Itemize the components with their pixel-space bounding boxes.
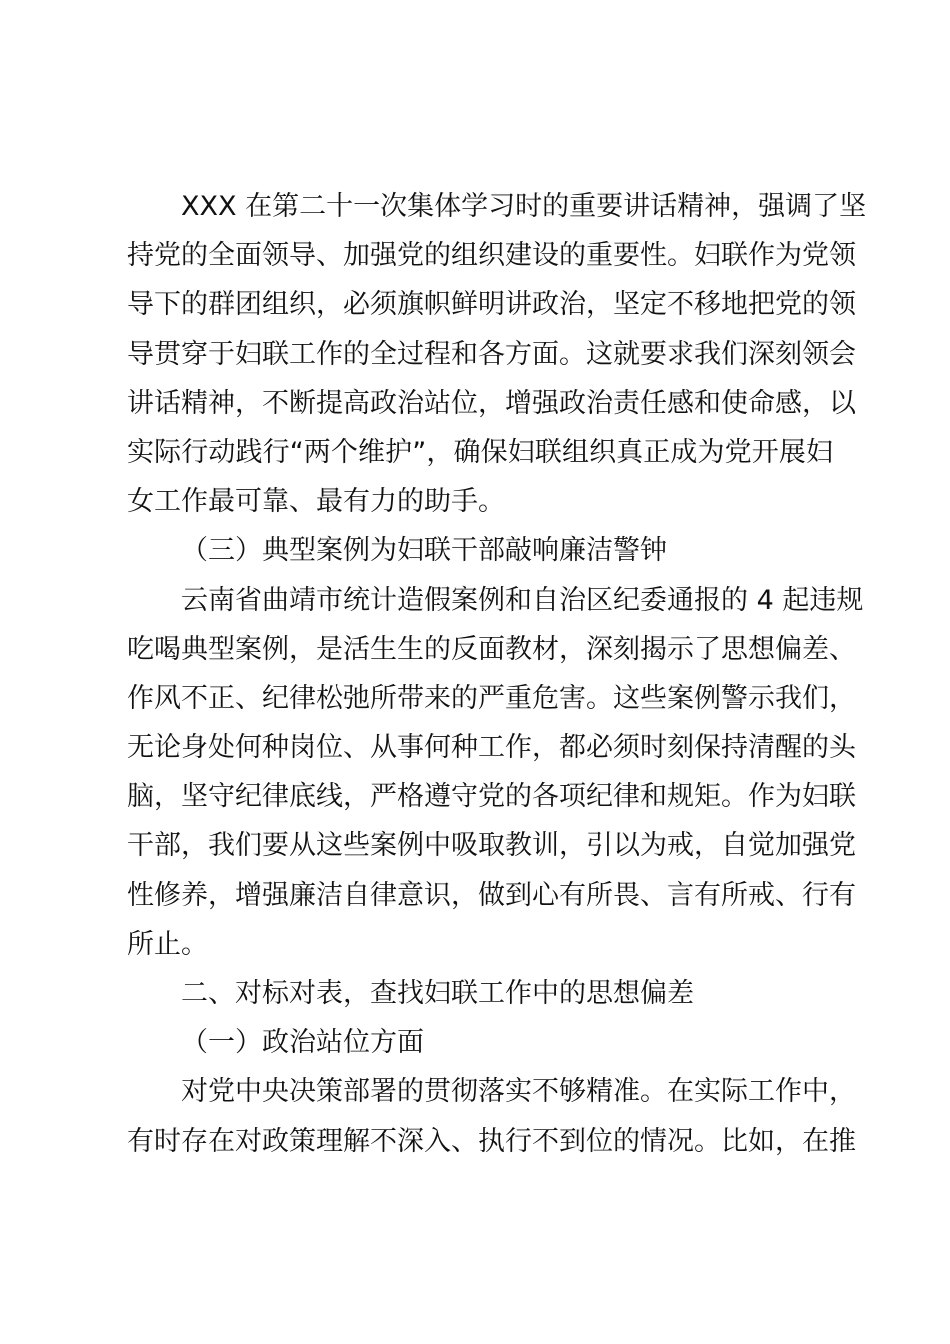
paragraph-line: 有时存在对政策理解不深入、执行不到位的情况。比如，在推 (127, 1125, 856, 1157)
paragraph-line: 干部，我们要从这些案例中吸取教训，引以为戒，自觉加强党 (127, 830, 856, 862)
paragraph-line: 性修养，增强廉洁自律意识，做到心有所畏、言有所戒、行有 (127, 879, 856, 911)
section-heading: （三）典型案例为妇联干部敲响廉洁警钟 (181, 535, 667, 567)
paragraph-line: 所止。 (127, 928, 208, 960)
paragraph-line: 作风不正、纪律松弛所带来的严重危害。这些案例警示我们， (127, 682, 856, 714)
paragraph-line: 导下的群团组织，必须旗帜鲜明讲政治，坚定不移地把党的领 (127, 289, 856, 321)
document-body (127, 182, 867, 1166)
paragraph-line: 持党的全面领导、加强党的组织建设的重要性。妇联作为党领 (127, 240, 856, 272)
section-heading: （一）政治站位方面 (181, 1027, 424, 1059)
paragraph-line: 云南省曲靖市统计造假案例和自治区纪委通报的 4 起违规 (181, 584, 864, 616)
paragraph-line: 脑，坚守纪律底线，严格遵守党的各项纪律和规矩。作为妇联 (127, 781, 856, 813)
paragraph-line: 导贯穿于妇联工作的全过程和各方面。这就要求我们深刻领会 (127, 338, 856, 370)
paragraph-line: 无论身处何种岗位、从事何种工作，都必须时刻保持清醒的头 (127, 732, 856, 764)
paragraph-line: 对党中央决策部署的贯彻落实不够精准。在实际工作中， (181, 1076, 856, 1108)
paragraph-line: 讲话精神，不断提高政治站位，增强政治责任感和使命感，以 (127, 387, 856, 419)
paragraph-line: 女工作最可靠、最有力的助手。 (127, 486, 505, 518)
paragraph-line: XXX 在第二十一次集体学习时的重要讲话精神，强调了坚 (181, 191, 867, 222)
paragraph-line: 吃喝典型案例，是活生生的反面教材，深刻揭示了思想偏差、 (127, 633, 856, 665)
paragraph-line: 实际行动践行“两个维护”，确保妇联组织真正成为党开展妇 (127, 436, 833, 468)
chapter-heading: 二、对标对表，查找妇联工作中的思想偏差 (181, 978, 694, 1009)
